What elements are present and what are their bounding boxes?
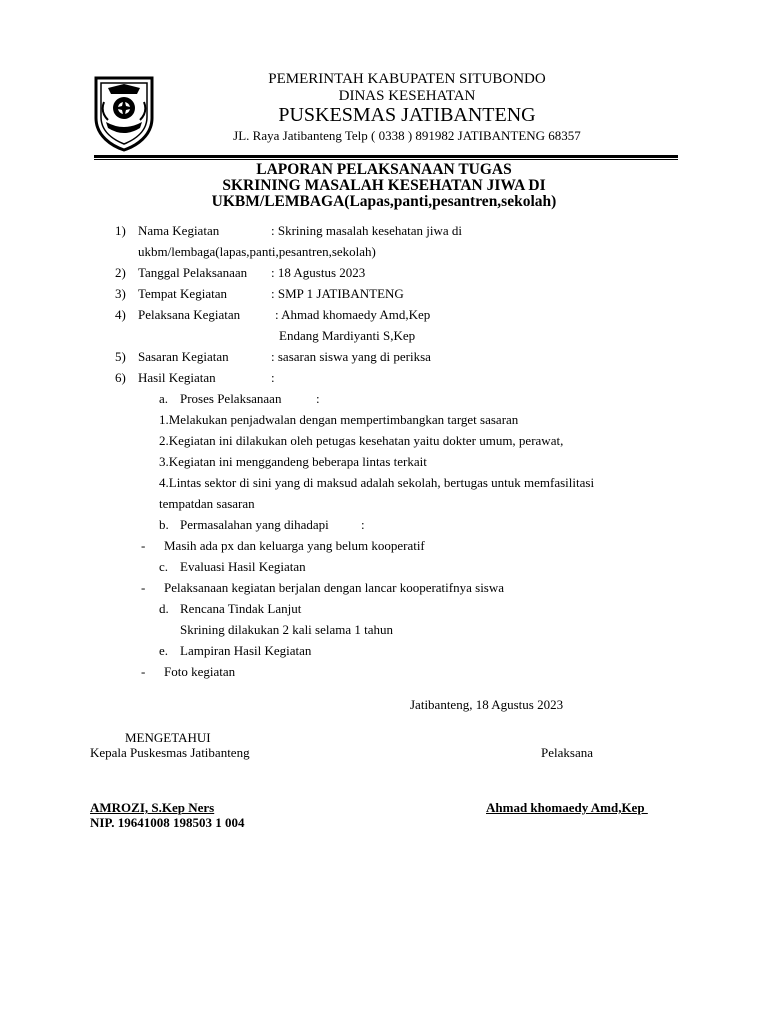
item-value: : Ahmad khomaedy Amd,Kep	[275, 307, 431, 322]
bullet-dash: -	[141, 538, 146, 553]
item-number: 6)	[115, 370, 126, 385]
bullet-dash: -	[141, 580, 146, 595]
subsection-marker: e.	[159, 643, 169, 658]
item-number: 1)	[115, 223, 126, 238]
item-label: Pelaksana Kegiatan	[138, 307, 241, 322]
item-number: 2)	[115, 265, 126, 280]
report-title-line1: LAPORAN PELAKSANAAN TUGAS	[256, 161, 512, 178]
bullet-text: Pelaksanaan kegiatan berjalan dengan lancar kooperatifnya siswa	[164, 580, 505, 595]
subsection-heading: Evaluasi Hasil Kegiatan	[180, 559, 306, 574]
item-label: Tempat Kegiatan	[138, 286, 227, 301]
item-label: Nama Kegiatan	[138, 223, 220, 238]
letterhead-address: JL. Raya Jatibanteng Telp ( 0338 ) 891982 JATIBANTENG 68357	[233, 128, 581, 143]
left-signer-name: AMROZI, S.Kep Ners	[90, 800, 215, 815]
letterhead-institution: PUSKESMAS JATIBANTENG	[278, 104, 536, 126]
subsection-marker: a.	[159, 391, 169, 406]
bullet-dash: -	[141, 664, 146, 679]
item-value-continued: Endang Mardiyanti S,Kep	[279, 328, 416, 343]
item-value: : SMP 1 JATIBANTENG	[271, 286, 404, 301]
bullet-text: Masih ada px dan keluarga yang belum kooperatif	[164, 538, 425, 553]
letterhead-rule-thick	[94, 155, 678, 158]
item-value: : sasaran siswa yang di periksa	[271, 349, 431, 364]
report-title-line2: SKRINING MASALAH KESEHATAN JIWA DI	[222, 177, 546, 194]
process-line: 1.Melakukan penjadwalan dengan mempertimbangkan target sasaran	[159, 412, 519, 427]
subsection-heading: Permasalahan yang dihadapi	[180, 517, 329, 532]
subsection-heading: Rencana Tindak Lanjut	[180, 601, 302, 616]
subsection-marker: d.	[159, 601, 169, 616]
subsection-colon: :	[361, 517, 365, 532]
place-date: Jatibanteng, 18 Agustus 2023	[410, 697, 564, 712]
subsection-colon: :	[316, 391, 320, 406]
report-title-line3: UKBM/LEMBAGA(Lapas,panti,pesantren,sekolah)	[211, 193, 557, 210]
item-value-continued: ukbm/lembaga(lapas,panti,pesantren,sekolah)	[138, 244, 376, 259]
left-signer-role: Kepala Puskesmas Jatibanteng	[90, 745, 250, 760]
subsection-marker: b.	[159, 517, 169, 532]
item-value: : Skrining masalah kesehatan jiwa di	[271, 223, 462, 238]
letterhead-government: PEMERINTAH KABUPATEN SITUBONDO	[268, 71, 546, 87]
subsection-marker: c.	[159, 559, 169, 574]
bullet-text: Foto kegiatan	[164, 664, 236, 679]
subsection-heading: Lampiran Hasil Kegiatan	[180, 643, 312, 658]
item-number: 3)	[115, 286, 126, 301]
item-label: Tanggal Pelaksanaan	[138, 265, 248, 280]
process-line-continued: tempatdan sasaran	[159, 496, 255, 511]
right-signer-role: Pelaksana	[541, 745, 593, 760]
letterhead-department: DINAS KESEHATAN	[338, 88, 476, 104]
item-value: : 18 Agustus 2023	[271, 265, 366, 280]
item-label: Hasil Kegiatan	[138, 370, 216, 385]
acknowledge-label: MENGETAHUI	[125, 730, 211, 745]
left-signer-nip: NIP. 19641008 198503 1 004	[90, 815, 245, 830]
item-number: 5)	[115, 349, 126, 364]
process-line: 3.Kegiatan ini menggandeng beberapa lintas terkait	[159, 454, 427, 469]
item-label: Sasaran Kegiatan	[138, 349, 229, 364]
subsection-heading: Proses Pelaksanaan	[180, 391, 282, 406]
item-value: :	[271, 370, 275, 385]
item-number: 4)	[115, 307, 126, 322]
process-line: 4.Lintas sektor di sini yang di maksud adalah sekolah, bertugas untuk memfasilitasi	[159, 475, 595, 490]
right-signer-name: Ahmad khomaedy Amd,Kep	[486, 800, 648, 815]
process-line: 2.Kegiatan ini dilakukan oleh petugas kesehatan yaitu dokter umum, perawat,	[159, 433, 564, 448]
follow-up-text: Skrining dilakukan 2 kali selama 1 tahun	[180, 622, 394, 637]
letterhead-rule-thin	[94, 159, 678, 160]
